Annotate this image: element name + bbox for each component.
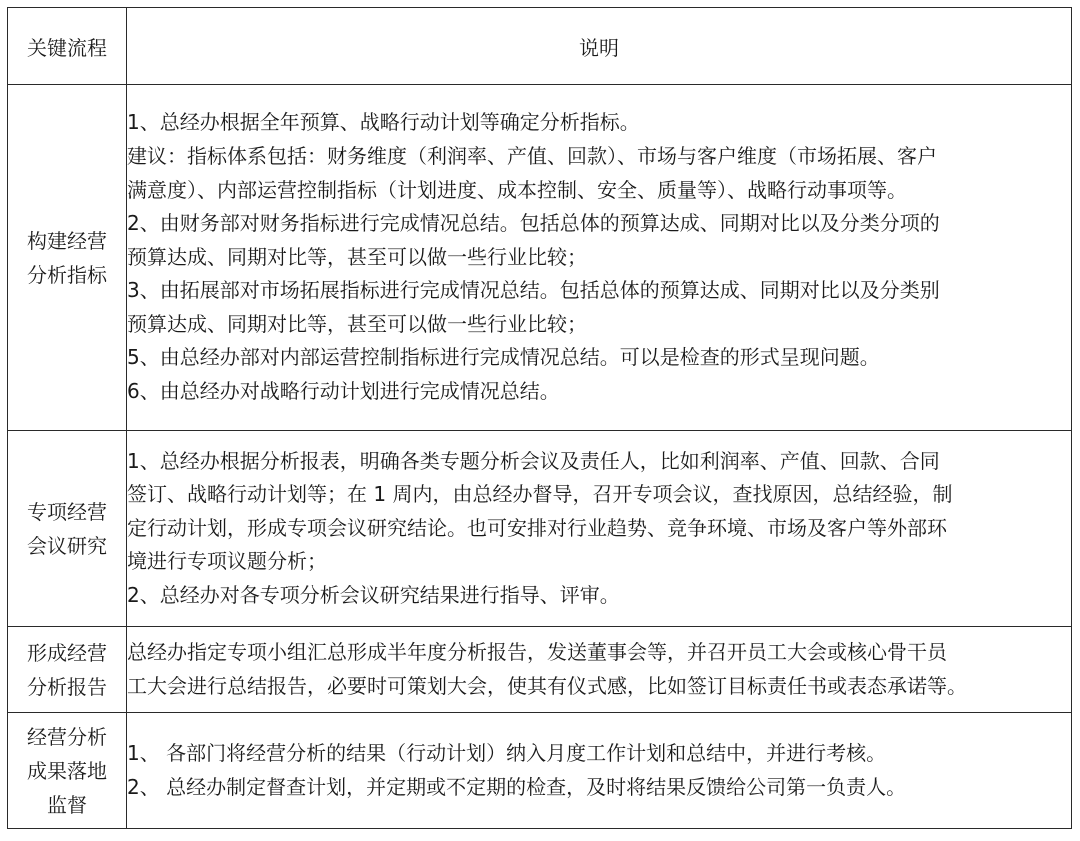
- description-line: 2、 总经办制定督查计划，并定期或不定期的检查，及时将结果反馈给公司第一负责人。: [127, 774, 907, 799]
- description-line: 1、 各部门将经营分析的结果（行动计划）纳入月度工作计划和总结中，并进行考核。: [127, 740, 887, 765]
- key-text: 会议研究: [27, 533, 107, 558]
- description-line: 签订、战略行动计划等；在 1 周内，由总经办督导，召开专项会议，查找原因，总结经验，制: [127, 482, 953, 507]
- description-line: 6、由总经办对战略行动计划进行完成情况总结。: [127, 379, 560, 404]
- description-line: 建议：指标体系包括：财务维度（利润率、产值、回款）、市场与客户维度（市场拓展、客户: [127, 143, 937, 168]
- row-key-cell: [8, 627, 127, 713]
- description-line: 满意度）、内部运营控制指标（计划进度、成本控制、安全、质量等）、战略行动事项等。: [127, 177, 907, 202]
- key-text: 专项经营: [27, 499, 107, 524]
- row-key-cell: [8, 85, 127, 431]
- description-line: 预算达成、同期对比等，甚至可以做一些行业比较；: [127, 311, 587, 336]
- key-text: 形成经营: [27, 640, 107, 665]
- description-line: 1、总经办根据全年预算、战略行动计划等确定分析指标。: [127, 110, 640, 135]
- row-key-cell: [8, 713, 127, 829]
- table-header-row: [8, 8, 1072, 85]
- key-text: 分析指标: [27, 262, 107, 287]
- description-line: 1、总经办根据分析报表，明确各类专题分析会议及责任人，比如利润率、产值、回款、合同: [127, 448, 940, 473]
- key-text: 监督: [47, 792, 87, 817]
- description-line: 境进行专项议题分析；: [127, 549, 327, 574]
- description-line: 5、由总经办部对内部运营控制指标进行完成情况总结。可以是检查的形式呈现问题。: [127, 345, 880, 370]
- description-line: 定行动计划，形成专项会议研究结论。也可安排对行业趋势、竞争环境、市场及客户等外部环: [127, 515, 947, 540]
- process-table: [7, 7, 1072, 829]
- description-line: 2、由财务部对财务指标进行完成情况总结。包括总体的预算达成、同期对比以及分类分项的: [127, 211, 940, 236]
- key-text: 分析报告: [27, 674, 107, 699]
- header-description: 说明: [127, 8, 1072, 85]
- description-line: 3、由拓展部对市场拓展指标进行完成情况总结。包括总体的预算达成、同期对比以及分类别: [127, 278, 940, 303]
- description-line: 预算达成、同期对比等，甚至可以做一些行业比较；: [127, 244, 587, 269]
- row-description-cell: [127, 431, 1072, 627]
- row-description-cell: [127, 713, 1072, 829]
- key-text: 经营分析: [27, 724, 107, 749]
- key-text: 构建经营: [27, 228, 107, 253]
- description-line: 总经办指定专项小组汇总形成半年度分析报告，发送董事会等，并召开员工大会或核心骨干员: [127, 639, 947, 664]
- table-row: [8, 431, 1072, 627]
- table-row: [8, 713, 1072, 829]
- header-key-process: 关键流程: [8, 8, 127, 85]
- table-row: [8, 627, 1072, 713]
- row-key-cell: [8, 431, 127, 627]
- table-row: [8, 85, 1072, 431]
- description-line: 2、总经办对各专项分析会议研究结果进行指导、评审。: [127, 582, 620, 607]
- key-text: 成果落地: [27, 758, 107, 783]
- row-description-cell: [127, 85, 1072, 431]
- description-line: 工大会进行总结报告，必要时可策划大会，使其有仪式感，比如签订目标责任书或表态承诺等。: [127, 673, 967, 698]
- row-description-cell: [127, 627, 1072, 713]
